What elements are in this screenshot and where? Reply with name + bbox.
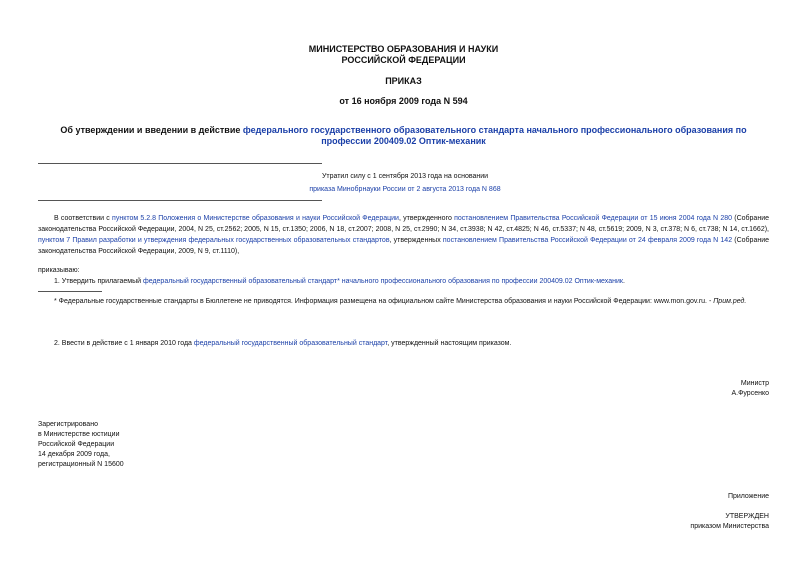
preamble-text-2: , утвержденного bbox=[398, 215, 455, 222]
order-word: приказываю: bbox=[38, 267, 80, 274]
footnote bbox=[38, 297, 769, 307]
footnote-divider bbox=[38, 291, 102, 292]
title-prefix: Об утверждении и введении в действие bbox=[60, 125, 243, 135]
appendix-label: Приложение bbox=[727, 493, 769, 500]
preamble-link-decree-280[interactable]: постановлением Правительства Российской Федерации от 15 июня 2004 года N 280 bbox=[454, 215, 732, 222]
registration-line-2: в Министерстве юстиции bbox=[38, 431, 120, 438]
footnote-note: Прим.ред. bbox=[713, 298, 747, 305]
ministry-line-1: МИНИСТЕРСТВО ОБРАЗОВАНИЯ И НАУКИ bbox=[308, 44, 499, 54]
preamble-text-5: (Собрание законодательства Российской Федерации, 2009, N 9, ст.1110), bbox=[38, 237, 770, 255]
registration-line-1: Зарегистрировано bbox=[38, 421, 98, 428]
preamble-text-3: (Собрание законодательства Российской Федерации, 2004, N 25, ст.2562; 2005, N 15, ст.1350; 2006, N 18, ст.2007; 2008, N 25, ст.2990; N 34, ст.3938; N 42, ст.4825; N 46, ст.5337; N 48, ст.5619; 2009, N 3, ст.378; N 6, ст.738; N 14, ст.1662), bbox=[38, 215, 769, 233]
preamble-paragraph bbox=[38, 213, 769, 257]
registration-block bbox=[38, 420, 124, 470]
order-item-1 bbox=[54, 277, 769, 287]
preamble-text-1: В соответствии с bbox=[54, 215, 113, 222]
item1-text-2: . bbox=[622, 278, 625, 285]
signature-block bbox=[731, 379, 769, 399]
item2-text-1: 2. Ввести в действие с 1 января 2010 года bbox=[54, 340, 194, 347]
status-line: Утратил силу с 1 сентября 2013 года на основании bbox=[321, 173, 489, 180]
preamble-link-rules[interactable]: пунктом 7 Правил разработки и утверждения федеральных государственных образовательных стандартов bbox=[38, 237, 390, 244]
preamble-link-regulation[interactable]: пунктом 5.2.8 Положения о Министерстве образования и науки Российской Федерации bbox=[112, 215, 399, 222]
item2-standard-link[interactable]: федеральный государственный образовательный стандарт bbox=[193, 340, 388, 347]
appendix-by-order: приказом Министерства bbox=[690, 523, 769, 530]
signature-name: А.Фурсенко bbox=[731, 390, 769, 397]
preamble-link-decree-142[interactable]: постановлением Правительства Российской Федерации от 24 февраля 2009 года N 142 bbox=[442, 237, 733, 244]
item1-standard-link[interactable]: федеральный государственный образовательный стандарт* начального профессионального образования по профессии 200409.02 Оптик-механик bbox=[142, 278, 623, 285]
status-block bbox=[290, 172, 520, 195]
ministry-name bbox=[0, 44, 807, 66]
item2-text-2: , утвержденный настоящим приказом. bbox=[387, 340, 512, 347]
status-repeal-link[interactable]: приказа Минобрнауки России от 2 августа 2013 года N 868 bbox=[309, 186, 501, 193]
divider-bottom bbox=[38, 200, 322, 201]
preamble-text-4: , утвержденных bbox=[389, 237, 443, 244]
item1-text-1: 1. Утвердить прилагаемый bbox=[54, 278, 143, 285]
doc-date: от 16 ноября 2009 года N 594 bbox=[339, 96, 468, 106]
footnote-text: * Федеральные государственные стандарты в Бюллетене не приводятся. Информация размещена на официальном сайте Министерства образования и науки Российской Федерации: www.mon.gov.ru. - bbox=[54, 298, 714, 305]
registration-line-3: Российской Федерации bbox=[38, 441, 115, 448]
ministry-line-2: РОССИЙСКОЙ ФЕДЕРАЦИИ bbox=[341, 55, 466, 65]
appendix-approval bbox=[690, 512, 769, 532]
registration-line-4: 14 декабря 2009 года, bbox=[38, 451, 110, 458]
registration-line-5: регистрационный N 15600 bbox=[38, 461, 124, 468]
title-standard-link[interactable]: федерального государственного образовательного стандарта начального профессионального образования по профессии 200409.02 Оптик-механик bbox=[242, 125, 747, 146]
document-title bbox=[52, 125, 755, 147]
divider-top bbox=[38, 163, 322, 164]
appendix-approved: УТВЕРЖДЕН bbox=[725, 513, 769, 520]
signature-position: Министр bbox=[740, 380, 769, 387]
doc-type: ПРИКАЗ bbox=[385, 76, 422, 86]
order-item-2 bbox=[54, 339, 769, 349]
